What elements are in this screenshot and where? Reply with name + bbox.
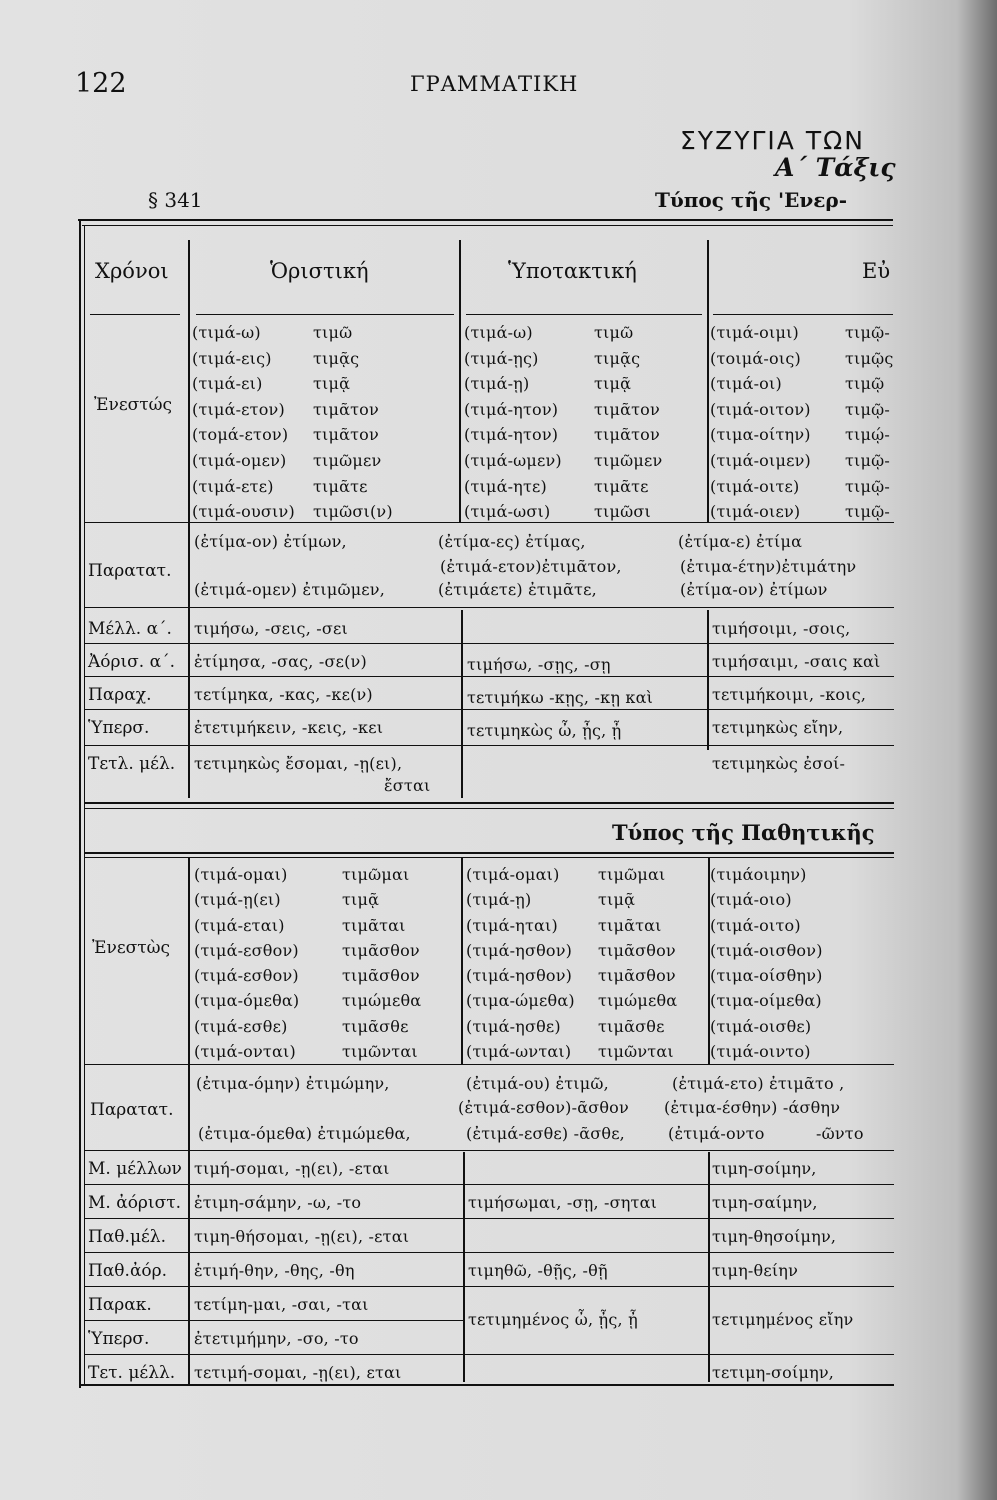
imperfect-cell: (ἐτιμά-ομεν) ἐτιμῶμεν, xyxy=(194,580,385,599)
active-present-sub-contracted xyxy=(594,320,662,525)
conjugation-form: (τιμά-οιμεν) xyxy=(710,450,811,470)
conjugation-form: (τιμα-οίτην) xyxy=(710,425,811,445)
conjugation-form: (τιμά-ητον) xyxy=(464,425,559,445)
imperfect-cell: (ἐτιμα-έσθην) -άσθην xyxy=(664,1098,841,1117)
row-label: Μ. ἀόριστ. xyxy=(88,1193,182,1213)
conjugation-form: τιμώμεθα xyxy=(342,991,422,1011)
ind-cell-cont: ἔσται xyxy=(384,776,431,795)
conjugation-form: τιμᾷς xyxy=(313,348,360,368)
imperfect-cell: (ἐτίμα-ε) ἐτίμα xyxy=(678,532,803,551)
conjugation-form: (τιμα-οίσθην) xyxy=(710,966,823,986)
passive-voice-heading: Τύπος τῆς Παθητικῆς xyxy=(612,820,875,845)
ind-cell: τιμη-θήσομαι, -ῃ(ει), -εται xyxy=(194,1227,410,1246)
row-label: Παθ.ἀόρ. xyxy=(88,1261,168,1281)
imperfect-cell: (ἐτίμα-ον) ἐτίμων, xyxy=(194,532,347,551)
opt-cell: τετιμηκὼς εἴην, xyxy=(712,718,844,737)
rule xyxy=(84,1184,894,1185)
ind-cell: ἐτιμή-θην, -θης, -θη xyxy=(194,1261,355,1280)
conjugation-form: τιμῷ xyxy=(845,374,885,394)
imperfect-cell: (ἐτιμά-ου) ἐτιμῶ, xyxy=(466,1074,609,1093)
col-divider-ind xyxy=(459,240,461,522)
conjugation-form: (τιμά-ησθον) xyxy=(466,966,573,986)
conjugation-form: τιμᾶσθε xyxy=(598,1016,665,1036)
title-line-2: Α΄ Τάξις xyxy=(775,153,896,182)
conjugation-form: (τιμά-ῃ) xyxy=(464,374,530,394)
conjugation-form: (τιμά-εσθε) xyxy=(194,1016,288,1036)
conjugation-form: τιμῶμαι xyxy=(598,865,666,884)
rule xyxy=(84,709,894,710)
passive-col-divider-ind-lower xyxy=(463,1152,465,1382)
conjugation-form: τιμῷ- xyxy=(845,502,890,522)
header-indicative: Ὁριστική xyxy=(270,259,369,283)
rule xyxy=(84,1354,894,1355)
conjugation-form: (τιμάοιμην) xyxy=(710,865,807,884)
conjugation-form: (τιμά-ομαι) xyxy=(194,865,288,884)
sub-cell: τετιμημένος ὦ, ᾖς, ᾖ xyxy=(468,1310,638,1329)
conjugation-form: (τιμά-οιμι) xyxy=(710,323,799,342)
opt-cell: τιμη-θείην xyxy=(712,1261,799,1280)
row-label: Παρακ. xyxy=(88,1295,152,1315)
rule xyxy=(84,745,894,746)
active-present-ind-contracted xyxy=(313,320,393,525)
conjugation-form: τιμᾶται xyxy=(598,915,662,935)
passive-col-divider-ind xyxy=(461,858,463,1064)
conjugation-form: (τιμά-ηται) xyxy=(466,915,558,935)
opt-cell: τιμήσοιμι, -σοις, xyxy=(712,619,851,638)
header-optative: Εὐ xyxy=(862,259,891,283)
rule xyxy=(84,643,894,644)
imperfect-cell: (ἐτιμά-οντο xyxy=(668,1124,765,1143)
conjugation-form: (τιμά-ησθε) xyxy=(466,1016,561,1036)
conjugation-form: (τιμά-οιντο) xyxy=(710,1042,811,1062)
conjugation-form: (τιμά-εις) xyxy=(192,348,272,368)
conjugation-form: τιμῶσι xyxy=(594,502,651,522)
conjugation-form: τιμῶνται xyxy=(598,1042,674,1062)
conjugation-form: (τιμά-ω) xyxy=(464,323,533,342)
conjugation-form: (τιμά-ομαι) xyxy=(466,865,560,884)
sub-cell: τετιμήκω -κῃς, -κῃ καὶ xyxy=(467,688,654,707)
ind-cell: τετίμηκα, -κας, -κε(ν) xyxy=(194,685,373,704)
imperfect-cell: (ἐτιμά-εσθε) -ᾶσθε, xyxy=(466,1124,625,1143)
conjugation-form: (τιμά-οιτον) xyxy=(710,399,811,419)
conjugation-form: (τιμά-ουσιν) xyxy=(192,502,295,522)
passive-top-rule-2 xyxy=(84,857,894,858)
conjugation-form: (τιμα-οίμεθα) xyxy=(710,991,822,1011)
rule xyxy=(466,314,702,315)
opt-cell: τιμη-σοίμην, xyxy=(712,1159,817,1178)
conjugation-form: (τιμά-ωσι) xyxy=(464,502,551,522)
ind-cell: ἐτιμη-σάμην, -ω, -το xyxy=(194,1193,362,1212)
rule xyxy=(84,607,894,608)
conjugation-form: τιμᾶτε xyxy=(313,476,368,496)
conjugation-form: (τιμά-ητον) xyxy=(464,399,559,419)
ind-cell: τιμήσω, -σεις, -σει xyxy=(194,619,348,638)
running-head: ΓΡΑΜΜΑΤΙΚΗ xyxy=(410,72,579,96)
rule xyxy=(84,676,894,677)
rule xyxy=(196,314,454,315)
opt-cell: τιμήσαιμι, -σαις καὶ xyxy=(712,652,881,671)
conjugation-form: (τιμά-ητε) xyxy=(464,476,547,496)
conjugation-form: τιμῷ- xyxy=(845,476,890,496)
ind-cell: τετιμή-σομαι, -ῃ(ει), εται xyxy=(194,1363,402,1382)
imperfect-cell: (ἐτιμα-όμην) ἐτιμώμην, xyxy=(196,1074,390,1093)
row-label: Μέλλ. α΄. xyxy=(88,619,172,639)
conjugation-form: (τιμά-εσθον) xyxy=(194,940,299,960)
opt-cell: τιμη-θησοίμην, xyxy=(712,1227,837,1246)
conjugation-form: (τιμά-ῃ) xyxy=(466,890,532,910)
opt-cell: τετιμη-σοίμην, xyxy=(712,1363,835,1382)
active-bottom-rule-2 xyxy=(84,808,894,809)
ind-cell: ἐτετιμήκειν, -κεις, -κει xyxy=(194,718,384,737)
active-present-label: Ἐνεστώς xyxy=(94,395,173,415)
conjugation-form: (τιμά-ει) xyxy=(192,374,263,394)
conjugation-form: τιμᾶσθε xyxy=(342,1016,409,1036)
ind-cell: τιμή-σομαι, -ῃ(ει), -εται xyxy=(194,1159,390,1178)
imperfect-cell: -ῶντο xyxy=(816,1124,864,1143)
active-present-opt-contracted xyxy=(845,320,894,525)
conjugation-form: τιμᾶτον xyxy=(313,425,379,445)
passive-top-rule xyxy=(84,852,894,854)
conjugation-form: (τιμά-οιεν) xyxy=(710,502,801,522)
conjugation-form: τιμᾶτε xyxy=(594,476,649,496)
conjugation-form: τιμᾷ xyxy=(594,374,632,394)
imperfect-cell: (ἐτίμα-ες) ἐτίμας, xyxy=(438,532,586,551)
conjugation-form: τιμᾷ xyxy=(598,890,636,910)
rule xyxy=(84,1252,894,1253)
sub-cell: τετιμηκὼς ὦ, ᾖς, ᾖ xyxy=(467,721,622,740)
passive-col-divider-tense xyxy=(188,858,190,1386)
conjugation-form: (τιμά-ῃ(ει) xyxy=(194,890,281,910)
table-left-border-2 xyxy=(84,225,85,1385)
conjugation-form: (τιμά-οισθε) xyxy=(710,1016,812,1036)
opt-cell: τετιμημένος εἴην xyxy=(712,1310,854,1329)
conjugation-form: τιμῷ- xyxy=(845,450,890,470)
table-top-rule xyxy=(78,219,893,221)
conjugation-form: (τιμά-οισθον) xyxy=(710,940,823,960)
conjugation-form: (τιμα-ώμεθα) xyxy=(466,991,575,1011)
row-label: Τετ. μέλλ. xyxy=(88,1363,176,1383)
header-tenses: Χρόνοι xyxy=(95,259,169,283)
sub-cell: τιμήσωμαι, -σῃ, -σηται xyxy=(468,1193,658,1212)
page-number: 122 xyxy=(75,68,127,99)
conjugation-form: (τιμά-οι) xyxy=(710,374,782,394)
col-divider-sub xyxy=(707,240,709,522)
rule xyxy=(84,1286,894,1287)
conjugation-form: τιμᾷ xyxy=(313,374,351,394)
conjugation-form: τιμᾷς xyxy=(594,348,641,368)
ind-cell: ἐτίμησα, -σας, -σε(ν) xyxy=(194,652,367,671)
header-subjunctive: Ὑποτακτική xyxy=(508,259,637,283)
passive-present-sub-contracted xyxy=(598,862,677,1064)
conjugation-form: (τιμά-οιτε) xyxy=(710,476,800,496)
conjugation-form: τιμῷς xyxy=(845,348,894,368)
active-present-ind-uncontracted xyxy=(192,320,295,525)
opt-cell: τετιμηκὼς ἐσοί- xyxy=(712,754,846,773)
conjugation-form: τιμῶμεν xyxy=(313,450,382,470)
active-imperfect-label: Παρατατ. xyxy=(88,561,172,581)
active-voice-heading: Τύπος τῆς 'Ενερ- xyxy=(655,188,848,212)
conjugation-form: (τιμά-ωμεν) xyxy=(464,450,562,470)
imperfect-cell: (ἐτιμά-ετο) ἐτιμᾶτο , xyxy=(672,1074,845,1093)
conjugation-form: τιμῴ- xyxy=(845,425,890,445)
conjugation-form: τιμᾶτον xyxy=(313,399,379,419)
imperfect-cell: (ἐτιμά-ετον)ἐτιμᾶτον, xyxy=(440,557,622,576)
conjugation-form: τιμώμεθα xyxy=(598,991,678,1011)
conjugation-form: τιμᾶσθον xyxy=(342,966,420,986)
conjugation-form: τιμᾶτον xyxy=(594,425,660,445)
row-label: Παραχ. xyxy=(88,685,152,705)
conjugation-form: τιμᾶται xyxy=(342,915,406,935)
active-bottom-rule xyxy=(84,802,894,804)
imperfect-cell: (ἐτιμάετε) ἐτιμᾶτε, xyxy=(438,580,597,599)
sub-cell: τιμήσω, -σῃς, -σῃ xyxy=(467,655,611,674)
conjugation-form: (τιμά-ετε) xyxy=(192,476,274,496)
rule xyxy=(90,314,180,315)
opt-cell: τετιμήκοιμι, -κοις, xyxy=(712,685,867,704)
rule xyxy=(84,1320,464,1321)
conjugation-form: (τομά-ετον) xyxy=(192,425,289,445)
conjugation-form: τιμᾶσθον xyxy=(342,940,420,960)
opt-cell: τιμη-σαίμην, xyxy=(712,1193,818,1212)
passive-imperfect-label: Παρατατ. xyxy=(90,1100,174,1120)
row-label: Ὑπερσ. xyxy=(88,1329,150,1349)
rule xyxy=(84,1150,894,1151)
passive-present-sub-uncontracted xyxy=(466,862,575,1064)
row-label: Τετλ. μέλ. xyxy=(88,754,176,774)
conjugation-form: (τιμά-ω) xyxy=(192,323,261,342)
row-label: Μ. μέλλων xyxy=(88,1159,182,1179)
sub-cell: τιμηθῶ, -θῇς, -θῇ xyxy=(468,1261,608,1280)
conjugation-form: (τιμά-εσθον) xyxy=(194,966,299,986)
ind-cell: τετιμηκὼς ἔσομαι, -ῃ(ει), xyxy=(194,754,403,773)
conjugation-form: τιμῶ xyxy=(594,323,634,342)
table-bottom-rule xyxy=(79,1384,894,1386)
rule xyxy=(713,314,893,315)
conjugation-form: (τοιμά-οις) xyxy=(710,348,801,368)
conjugation-form: (τιμά-ομεν) xyxy=(192,450,287,470)
conjugation-form: τιμῶ xyxy=(313,323,353,342)
row-label: Ὑπερσ. xyxy=(88,718,150,738)
title-line-1: ΣΥΖΥΓΙΑ ΤΩΝ xyxy=(680,126,865,155)
conjugation-form: (τιμά-οιο) xyxy=(710,890,792,910)
conjugation-form: τιμᾶσθον xyxy=(598,966,676,986)
conjugation-form: (τιμά-ονται) xyxy=(194,1042,296,1062)
imperfect-cell: (ἐτίμα-ον) ἐτίμων xyxy=(680,580,828,599)
active-present-sub-uncontracted xyxy=(464,320,562,525)
conjugation-form: τιμᾶσθον xyxy=(598,940,676,960)
col-divider-ind-lower xyxy=(461,610,463,798)
conjugation-form: τιμᾷ xyxy=(342,890,380,910)
conjugation-form: τιμῶμαι xyxy=(342,865,410,884)
active-present-opt-uncontracted xyxy=(710,320,811,525)
passive-col-divider-sub-lower xyxy=(708,1152,710,1382)
row-label: Παθ.μέλ. xyxy=(88,1227,166,1247)
conjugation-form: τιμῶσι(ν) xyxy=(313,502,393,522)
conjugation-form: τιμῶμεν xyxy=(594,450,663,470)
conjugation-form: (τιμά-ετον) xyxy=(192,399,285,419)
section-number: § 341 xyxy=(148,188,203,212)
passive-present-opt-uncontracted xyxy=(710,862,823,1064)
row-label: Ἀόρισ. α΄. xyxy=(88,652,175,672)
ind-cell: ἐτετιμήμην, -σο, -το xyxy=(194,1329,359,1348)
imperfect-cell: (ἐτιμα-έτην)ἐτιμάτην xyxy=(680,557,857,576)
table-top-rule-2 xyxy=(82,225,893,226)
rule xyxy=(84,1218,894,1219)
conjugation-form: (τιμά-ησθον) xyxy=(466,940,573,960)
passive-present-ind-uncontracted xyxy=(194,862,299,1064)
conjugation-form: τιμᾶτον xyxy=(594,399,660,419)
passive-present-ind-contracted xyxy=(342,862,421,1064)
conjugation-form: (τιμά-ῃς) xyxy=(464,348,539,368)
conjugation-form: (τιμά-εται) xyxy=(194,915,285,935)
col-divider-sub-lower xyxy=(707,610,709,750)
conjugation-form: τιμῷ- xyxy=(845,399,890,419)
ind-cell: τετίμη-μαι, -σαι, -ται xyxy=(194,1295,369,1314)
col-divider-tense xyxy=(188,240,190,798)
conjugation-form: (τιμά-ωνται) xyxy=(466,1042,572,1062)
table-left-border xyxy=(79,220,81,1388)
imperfect-cell: (ἐτιμά-εσθον)-ᾶσθον xyxy=(458,1098,629,1117)
imperfect-cell: (ἐτιμα-όμεθα) ἐτιμώμεθα, xyxy=(198,1124,411,1143)
conjugation-form: τιμῷ- xyxy=(845,323,890,342)
passive-present-label: Ἐνεστὼς xyxy=(92,938,171,958)
conjugation-form: (τιμά-οιτο) xyxy=(710,915,801,935)
conjugation-form: (τιμα-όμεθα) xyxy=(194,991,300,1011)
conjugation-form: τιμῶνται xyxy=(342,1042,418,1062)
